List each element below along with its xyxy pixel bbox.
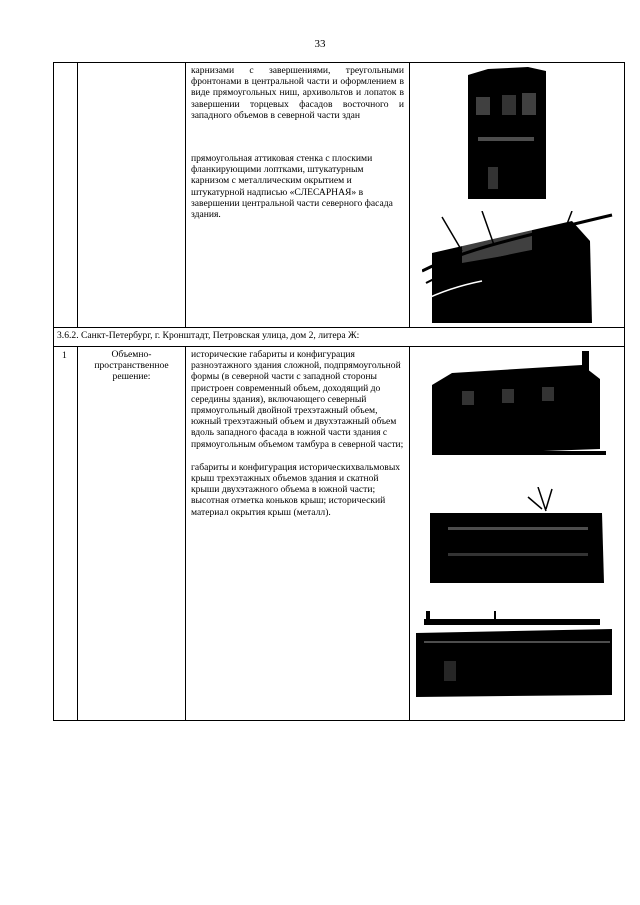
table-cell-photos [410, 347, 625, 721]
building-photo-3 [414, 611, 614, 703]
table-row [54, 63, 625, 328]
table-cell-description [186, 63, 410, 328]
row-number: 1 [54, 347, 78, 721]
table-cell-photos [410, 63, 625, 328]
description-text: прямоугольная аттиковая стенка с плоскими фланкирующими лоптками, штукатурным карнизом с металлическим окрытием и штукатурной надписью «СЛЕСАРНАЯ» в завершении центральной части северного фасада здания. [191, 153, 393, 221]
page-number: 33 [314, 38, 326, 50]
table-cell-subject-empty [78, 63, 186, 328]
building-with-tree-branches-photo [422, 211, 614, 323]
description-text: габариты и конфигурация историческихвальмовых крыш трехэтажных объемов здания и скатной крыши двухэтажного объема в южной части; высотная отметка коньков крыш; исторический материал окрытия крыш (металл). [191, 461, 401, 518]
table-cell-description [186, 347, 410, 721]
section-heading: 3.6.2. Санкт-Петербург, г. Кронштадт, Петровская улица, дом 2, литера Ж: [54, 328, 625, 347]
description-text: карнизами с завершениями, треугольными фронтонами в центральной части и оформлением в виде прямоугольных ниш, архивольтов и лопаток в завершении торцевых фасадов восточного и западного объемов в северной части здан [191, 65, 404, 121]
heritage-table [53, 62, 625, 721]
table-cell-number-empty [54, 63, 78, 328]
building-photo-2 [428, 487, 606, 589]
row-subject-text: Объемно-пространственное решение: [94, 349, 169, 383]
table-row [54, 347, 625, 721]
building-facade-photo [468, 67, 546, 199]
section-heading-row [54, 328, 625, 347]
row-subject [78, 347, 186, 721]
description-text: исторические габариты и конфигурация разноэтажного здания сложной, подпрямоугольной формы (в северной части с западной стороны пристроен современный объем, доходящий до середины здания), включающего северный прямоугольный двойной трехэтажный объем, южный трехэтажный объем и двухэтажный объем вдоль западного фасада в южной части здания с прямоугольным объемом тамбура в северной части; [191, 349, 404, 450]
building-photo-1 [432, 351, 606, 469]
